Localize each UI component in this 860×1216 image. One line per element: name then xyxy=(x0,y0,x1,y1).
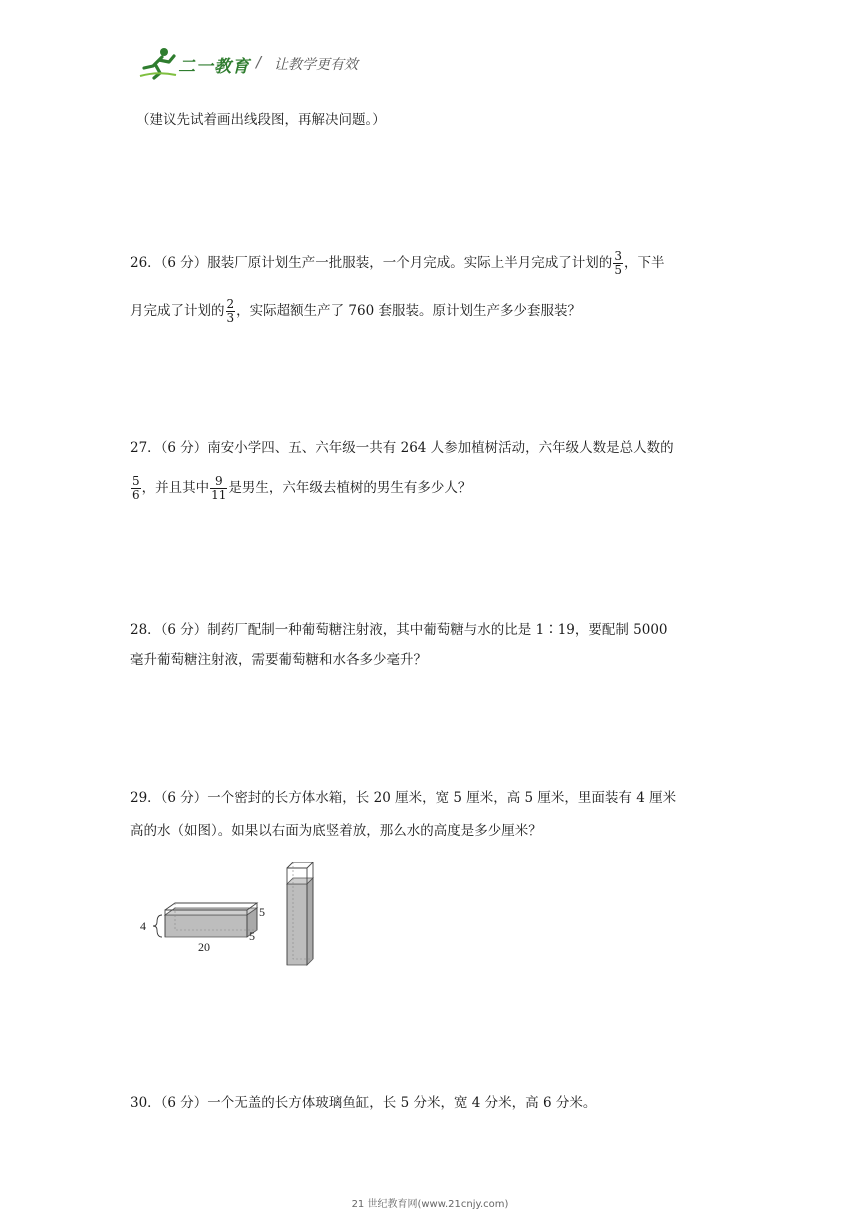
q26-text-d: ，实际超额生产了 760 套服装。原计划生产多少套服装？ xyxy=(236,303,581,319)
q26-f1-numerator: 3 xyxy=(614,249,622,263)
q27-fraction-1 xyxy=(131,475,141,502)
brand-name: 二一教育 xyxy=(178,57,250,77)
q29-line-2: 高的水（如图）。如果以右面为底竖着放，那么水的高度是多少厘米？ xyxy=(130,823,542,839)
q26-text-b: ，下半 xyxy=(623,255,665,271)
page-footer: 21 世纪教育网(www.21cnjy.com) xyxy=(351,1199,509,1210)
q26-text-a: 26．（6 分）服装厂原计划生产一批服装，一个月完成。实际上半月完成了计划的 xyxy=(130,255,613,271)
q27-line-1: 27．（6 分）南安小学四、五、六年级一共有 264 人参加植树活动，六年级人数是总人数的 xyxy=(130,440,674,456)
q27-text-a: ，并且其中 xyxy=(141,480,210,496)
water-height-brace xyxy=(153,915,162,937)
brand-slogan: 让教学更有效 xyxy=(274,57,358,73)
vertical-tank-water-front xyxy=(287,884,307,965)
q26-fraction-1 xyxy=(613,250,623,277)
q26-f2-denominator: 3 xyxy=(226,311,235,325)
q27-text-b: 是男生，六年级去植树的男生有多少人？ xyxy=(228,480,472,496)
q29-figure xyxy=(135,862,335,972)
q26-fraction-2 xyxy=(226,298,236,325)
q29-line-1: 29．（6 分）一个密封的长方体水箱，长 20 厘米，宽 5 厘米，高 5 厘米，里面装有 4 厘米 xyxy=(130,790,677,806)
header-separator: / xyxy=(256,53,262,71)
tank-water-front xyxy=(165,915,247,937)
q27-line-2 xyxy=(130,475,471,502)
q30-line-1: 30．（6 分）一个无盖的长方体玻璃鱼缸，长 5 分米，宽 4 分米，高 6 分米。 xyxy=(130,1095,597,1111)
q26-f1-denominator: 5 xyxy=(614,263,622,277)
q26-f2-numerator: 2 xyxy=(226,297,235,311)
q26-line-2 xyxy=(130,298,581,325)
label-tank-length: 20 xyxy=(198,940,210,954)
label-tank-height: 5 xyxy=(259,905,265,919)
q26-line-1 xyxy=(130,250,664,277)
q27-f2-denominator: 11 xyxy=(211,488,227,502)
q27-f1-denominator: 6 xyxy=(132,488,140,502)
q28-line-1: 28．（6 分）制药厂配制一种葡萄糖注射液，其中葡萄糖与水的比是 1∶19，要配制 5000 xyxy=(130,622,668,638)
q27-fraction-2 xyxy=(210,475,227,502)
q26-text-c: 月完成了计划的 xyxy=(130,303,225,319)
runner-logo-icon xyxy=(138,46,178,80)
vertical-tank-water-side xyxy=(307,878,313,965)
q28-line-2: 毫升葡萄糖注射液，需要葡萄糖和水各多少毫升？ xyxy=(130,652,427,668)
vertical-tank-outline-top xyxy=(287,862,313,868)
label-water-height: 4 xyxy=(140,919,146,933)
q27-f2-numerator: 9 xyxy=(210,475,227,489)
header-logo xyxy=(138,46,398,80)
q27-f1-numerator: 5 xyxy=(132,474,140,488)
tank-water-top xyxy=(165,908,257,915)
label-tank-width: 5 xyxy=(249,929,255,943)
intro-note: （建议先试着画出线段图，再解决问题。） xyxy=(136,112,386,128)
